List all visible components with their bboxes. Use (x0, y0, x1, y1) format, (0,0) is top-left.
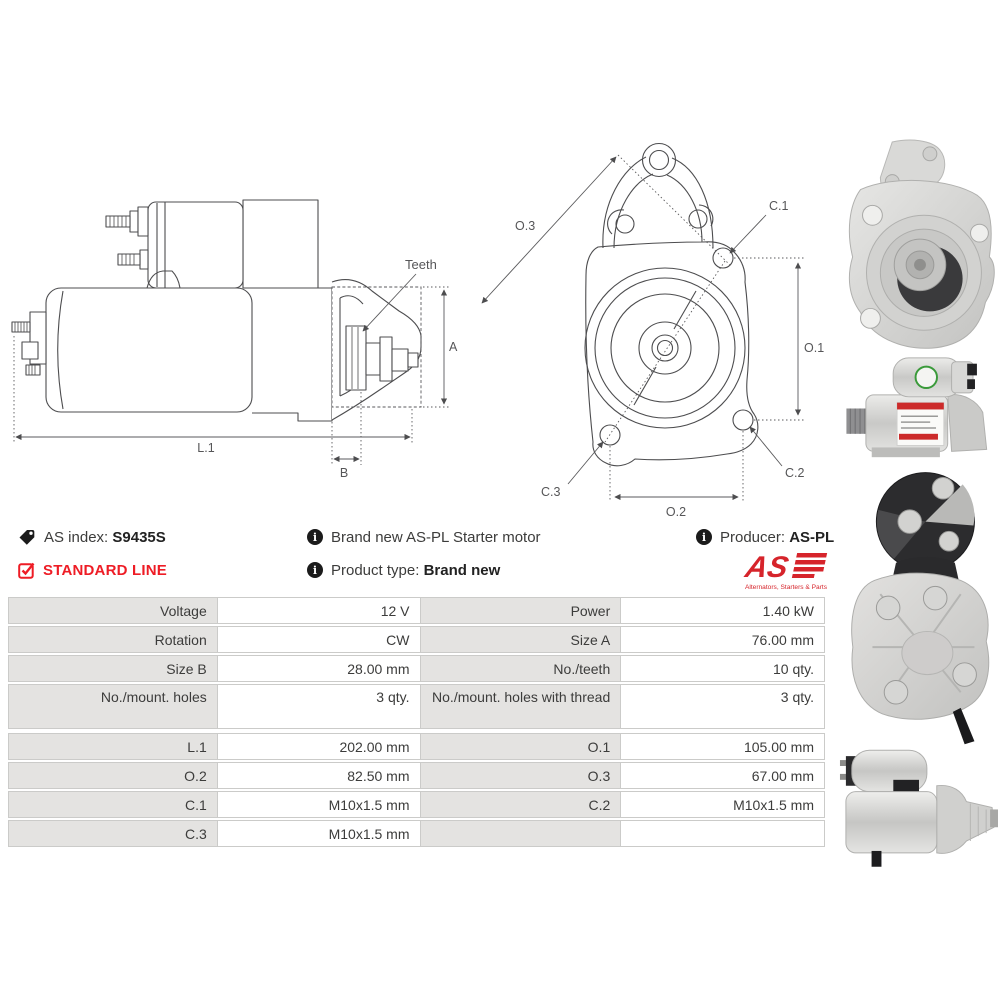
spec-row (8, 733, 825, 760)
dim-label-c2: C.2 (785, 466, 805, 480)
spec-label-cell: No./mount. holes (8, 684, 218, 729)
spec-label-cell: C.2 (420, 791, 622, 818)
photo-rear-view (845, 460, 997, 746)
standard-line-row (18, 560, 167, 580)
producer-value: AS-PL (789, 528, 835, 546)
spec-value-cell: 28.00 mm (217, 655, 421, 682)
spec-label-cell: Power (420, 597, 622, 624)
spec-label-cell: L.1 (8, 733, 218, 760)
photo-side-labeled (842, 352, 994, 464)
checkbox-checked-icon (18, 562, 35, 579)
side-view-diagram (0, 130, 460, 500)
spec-label-cell: C.1 (8, 791, 218, 818)
dim-label-c3: C.3 (541, 485, 561, 499)
spec-value-cell: 67.00 mm (620, 762, 825, 789)
spec-label-cell: Size B (8, 655, 218, 682)
spec-value-cell: 76.00 mm (620, 626, 825, 653)
spec-label-cell: O.2 (8, 762, 218, 789)
as-index-label: AS index: (44, 528, 109, 546)
photo-front-flange (840, 138, 1000, 356)
spec-label-cell: O.1 (420, 733, 622, 760)
spec-value-cell: 3 qty. (217, 684, 421, 729)
product-type-text (331, 562, 500, 579)
spec-row (8, 762, 825, 789)
spec-row (8, 684, 825, 729)
logo-stripes (792, 553, 827, 578)
logo-as-text: AS (742, 551, 792, 584)
spec-label-cell: No./teeth (420, 655, 622, 682)
spec-label-cell: No./mount. holes with thread (420, 684, 622, 729)
spec-table (8, 597, 825, 849)
info-circle-icon: i (696, 529, 712, 545)
starter-front-outline (585, 144, 758, 466)
standard-line-label: STANDARD LINE (43, 561, 167, 579)
producer-label: Producer: (720, 528, 786, 546)
logo-tagline: Alternators, Starters & Parts (744, 584, 828, 591)
spec-row (8, 791, 825, 818)
dim-label-a: A (449, 340, 458, 354)
dim-label-o2: O.2 (665, 505, 687, 519)
front-view-dimension-lines (482, 155, 805, 502)
producer-row (696, 527, 834, 547)
description-text: Brand new AS-PL Starter motor (331, 528, 541, 546)
starter-side-outline (12, 200, 421, 421)
spec-value-cell: 82.50 mm (217, 762, 421, 789)
as-pl-logo (736, 549, 836, 593)
info-circle-icon: i (307, 562, 323, 578)
as-index-value: S9435S (112, 528, 166, 546)
spec-label-cell: O.3 (420, 762, 622, 789)
dim-label-o3: O.3 (515, 219, 536, 233)
spec-row (8, 655, 825, 682)
spec-row (8, 597, 825, 624)
spec-row (8, 626, 825, 653)
spec-value-cell: 202.00 mm (217, 733, 421, 760)
dim-label-o1: O.1 (804, 341, 825, 355)
product-type-label: Product type: (331, 561, 420, 579)
spec-value-cell: 10 qty. (620, 655, 825, 682)
as-index-row (18, 527, 166, 547)
spec-value-cell: M10x1.5 mm (217, 820, 421, 847)
front-view-diagram (455, 130, 845, 525)
info-circle-icon: i (307, 529, 323, 545)
spec-value-cell: CW (217, 626, 421, 653)
dim-label-l1: L.1 (197, 441, 215, 455)
spec-value-cell: M10x1.5 mm (620, 791, 825, 818)
as-index-text (44, 529, 166, 546)
spec-label-cell: Voltage (8, 597, 218, 624)
photo-side-view (838, 744, 998, 868)
producer-text (720, 529, 834, 546)
spec-row (8, 820, 825, 847)
teeth-label: Teeth (405, 257, 437, 272)
spec-label-cell: Rotation (8, 626, 218, 653)
spec-label-cell: Size A (420, 626, 622, 653)
tag-icon (18, 528, 36, 546)
spec-label-cell: C.3 (8, 820, 218, 847)
dim-label-c1: C.1 (769, 199, 789, 213)
dim-label-b: B (339, 466, 349, 480)
product-type-row (307, 560, 500, 580)
spec-value-cell: 3 qty. (620, 684, 825, 729)
spec-value-cell: 1.40 kW (620, 597, 825, 624)
spec-value-cell: 12 V (217, 597, 421, 624)
spec-value-cell: M10x1.5 mm (217, 791, 421, 818)
spec-label-cell (420, 820, 622, 847)
product-type-value: Brand new (423, 561, 501, 579)
spec-value-cell: 105.00 mm (620, 733, 825, 760)
spec-value-cell (620, 820, 825, 847)
description-row (307, 527, 541, 547)
